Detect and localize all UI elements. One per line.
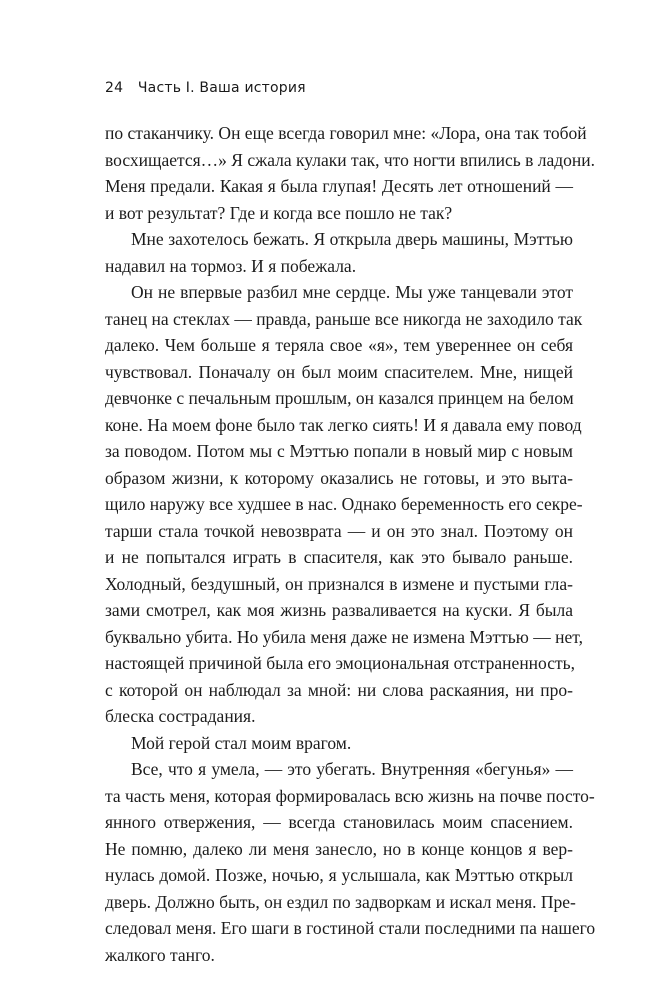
text-line: та часть меня, которая формировалась всю жизнь на почве посто- — [105, 785, 595, 806]
paragraph — [105, 730, 573, 757]
text-line: щило наружу все худшее в нас. Однако беременность его секре- — [105, 494, 583, 514]
text-line: и не попытался играть в спасителя, как это бывало раньше. — [105, 547, 573, 567]
paragraph — [105, 226, 573, 279]
text-line: буквально убита. Но убила меня даже не измена Мэттью — нет, — [105, 626, 583, 647]
text-line: надавил на тормоз. И я побежала. — [105, 255, 357, 276]
running-header — [105, 80, 306, 96]
text-line: по стаканчику. Он еще всегда говорил мне: «Лора, она так тобой — [105, 123, 587, 143]
text-line: нулась домой. Позже, ночью, я услышала, как Мэттью открыл — [105, 865, 573, 885]
text-line: Холодный, бездушный, он признался в измене и пустыми гла- — [105, 573, 573, 594]
text-line: дверь. Должно быть, он ездил по задворкам и искал меня. Пре- — [105, 891, 576, 912]
text-line: настоящей причиной была его эмоциональная отстраненность, — [105, 653, 576, 673]
text-line: Все, что я умела, — это убегать. Внутренняя «бегунья» — — [131, 759, 573, 779]
text-line: янного отвержения, — всегда становилась моим спасением. — [105, 812, 573, 832]
text-line: коне. На моем фоне было так легко сиять! И я давала ему повод — [105, 414, 582, 435]
text-line: чувствовал. Поначалу он был моим спасителем. Мне, нищей — [105, 361, 573, 382]
text-line: блеска сострадания. — [105, 706, 256, 726]
section-title: Часть I. Ваша история — [137, 80, 306, 96]
paragraph — [105, 120, 595, 226]
text-line: за поводом. Потом мы с Мэттью попали в новый мир с новым — [105, 441, 573, 461]
text-line: Мне захотелось бежать. Я открыла дверь машины, Мэттью — [131, 229, 573, 249]
text-line: зами смотрел, как моя жизнь разваливается на куски. Я была — [105, 600, 573, 620]
text-line: далеко. Чем больше я теряла свое «я», тем увереннее он себя — [105, 335, 573, 355]
text-line: с которой он наблюдал за мной: ни слова раскаяния, ни про- — [105, 679, 573, 700]
text-line: Мой герой стал моим врагом. — [131, 732, 352, 753]
page-number: 24 — [105, 80, 124, 96]
text-line: тарши стала точкой невозврата — и он это знал. Поэтому он — [105, 520, 573, 541]
body-text — [105, 120, 596, 968]
paragraph — [105, 756, 596, 968]
text-line: восхищается…» Я сжала кулаки так, что ногти впились в ладони. — [105, 149, 595, 170]
text-line: следовал меня. Его шаги в гостиной стали последними па нашего — [105, 918, 596, 938]
text-line: Он не впервые разбил мне сердце. Мы уже танцевали этот — [131, 282, 573, 302]
paragraph — [105, 279, 583, 730]
text-line: Не помню, далеко ли меня занесло, но в конце концов я вер- — [105, 838, 573, 859]
text-line: и вот результат? Где и когда все пошло не так? — [105, 202, 453, 223]
text-line: танец на стеклах — правда, раньше все никогда не заходило так — [105, 308, 583, 329]
text-line: девчонке с печальным прошлым, он казался принцем на белом — [105, 388, 574, 408]
text-line: Меня предали. Какая я была глупая! Десять лет отношений — — [105, 176, 573, 196]
text-line: жалкого танго. — [105, 944, 215, 965]
text-line: образом жизни, к которому оказались не готовы, и это выта- — [105, 467, 573, 488]
